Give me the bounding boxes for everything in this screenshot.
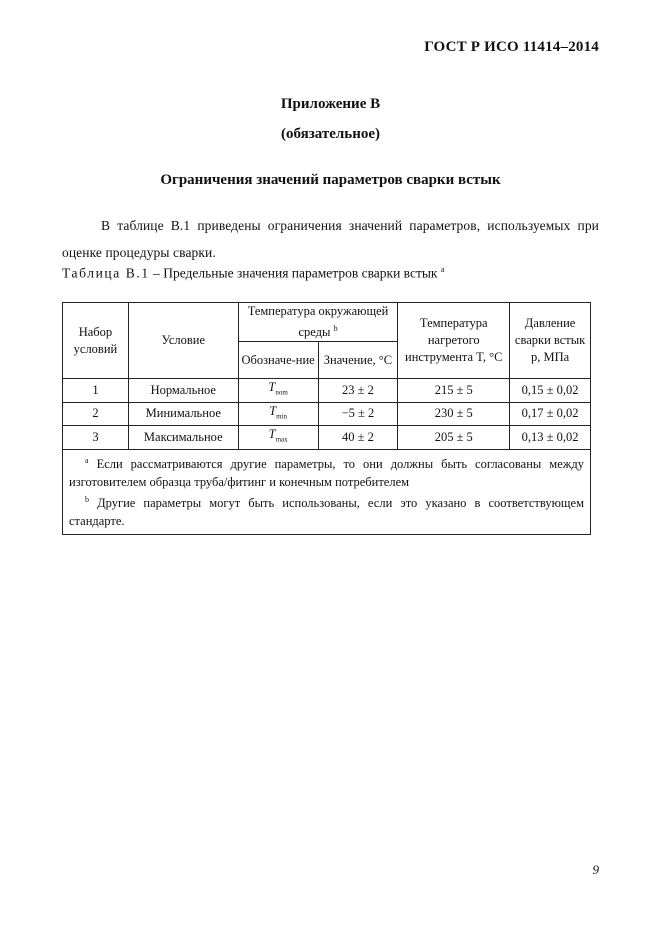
table-row [63,379,591,403]
header-ambient-footnote-mark: b [333,324,338,333]
note-mark: b [85,494,89,504]
table-note [69,452,584,491]
symbol: T [268,380,276,395]
table-row [63,402,591,426]
symbol: T [269,403,277,418]
note-text: Другие параметры могут быть использованы, если это указано в соответствующем стандарте. [69,495,584,528]
section-title: Ограничения значений параметров сварки встык [160,172,501,188]
cell-designation [238,402,318,426]
header-designation: Обозначе-ние [238,342,318,379]
header-value: Значение, °С [318,342,398,379]
table-row [63,426,591,450]
cell-set: 3 [63,426,129,450]
symbol: T [268,427,276,442]
intro-paragraph: В таблице В.1 приведены ограничения значений параметров, используемых при оценке процедуры сварки. [62,218,599,260]
cell-tool-temperature: 230 ± 5 [398,402,510,426]
note-mark: a [85,455,89,465]
cell-value: 40 ± 2 [318,426,398,450]
cell-set: 2 [63,402,129,426]
cell-pressure: 0,13 ± 0,02 [510,426,591,450]
cell-condition: Максимальное [128,426,238,450]
symbol-subscript: min [276,412,288,421]
table-caption-text: – Предельные значения параметров сварки встык [149,265,441,281]
header-ambient-temperature-label: Температура окружающей среды [247,304,389,340]
table-note [69,491,584,530]
appendix-status: (обязательное) [280,126,381,142]
cell-set: 1 [63,379,129,403]
symbol-subscript: nom [275,388,288,397]
table-notes-row [63,449,591,534]
table-caption-footnote-mark: a [440,265,445,274]
page-number: 9 [592,862,599,877]
cell-value: −5 ± 2 [318,402,398,426]
table-header-row [63,303,591,342]
header-ambient-temperature [238,303,398,342]
cell-pressure: 0,17 ± 0,02 [510,402,591,426]
appendix-title: Приложение В [280,96,381,112]
cell-designation [238,426,318,450]
header-pressure: Давление сварки встык p, МПа [510,303,591,379]
header-set: Набор условий [63,303,129,379]
header-condition: Условие [128,303,238,379]
cell-tool-temperature: 205 ± 5 [398,426,510,450]
table-caption-label: Таблица В.1 [62,265,150,281]
header-tool-temperature: Температура нагретого инструмента T, °С [398,303,510,379]
cell-tool-temperature: 215 ± 5 [398,379,510,403]
cell-condition: Минимальное [128,402,238,426]
parameters-table [62,302,591,535]
cell-condition: Нормальное [128,379,238,403]
table-notes [63,449,591,534]
document-code: ГОСТ Р ИСО 11414–2014 [424,39,599,55]
note-text: Если рассматриваются другие параметры, то они должны быть согласованы между изготовителем образца труба/фитинг и конечным потребителем [69,456,584,489]
symbol-subscript: max [275,435,288,444]
table-caption [62,265,444,282]
cell-designation [238,379,318,403]
cell-value: 23 ± 2 [318,379,398,403]
cell-pressure: 0,15 ± 0,02 [510,379,591,403]
